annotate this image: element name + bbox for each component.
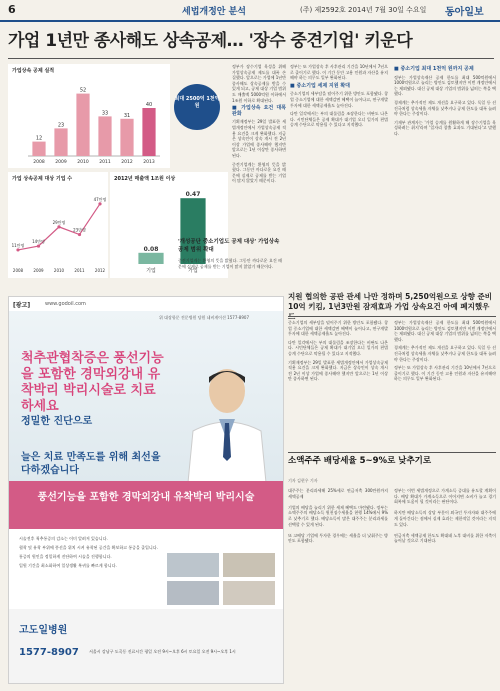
ad-headline: 척추관협착증은 풍선기능을 포함한 경막외강내 유착박리 박리시술로 치료하세요 — [21, 351, 164, 414]
ad-photo — [167, 553, 219, 577]
tick-label: 가업 — [188, 268, 198, 274]
tick-label: 2009 — [55, 160, 67, 165]
ad-bullet: 시술전후 척추통증의 감소는 이미 알려져 있습니다. — [19, 536, 108, 541]
headline-divider — [8, 58, 494, 59]
paragraph: 중소기업의 세부담을 덜어주기 위한 방안도 포함됐다. 창업 중소기업에 대한 세액감면 혜택이 늘어나고, 연구개발 투자에 대한 세액공제율도 높아진다. — [290, 91, 388, 108]
tick-label: 2011 — [74, 268, 85, 273]
ad-label: [광고] — [13, 302, 31, 309]
data-point — [57, 225, 60, 228]
page-number: 6 — [8, 3, 16, 16]
subheading: ■ 가업상속 요건 대폭 완화 — [232, 105, 286, 117]
ad-bullet: 협착 및 유착 부위에 풍선을 위치 시켜 유착된 공간을 확보하고 통증을 줄입니다. — [19, 545, 158, 550]
newspaper-logo: 동아일보 — [445, 7, 484, 18]
data-label: 14만명 — [32, 239, 45, 245]
bar — [54, 128, 67, 156]
paragraph: 기획재정부는 29일 발표한 세법개정안에서 가업상속공제 적용 요건을 크게 완화했다. 지금은 상속인이 상속 개시 전 2년 이상 가업에 종사해야 했지만 앞으로는 1년 이상만 종사하면 된다. — [288, 359, 388, 382]
paragraph: 정부는 또 가업상속 후 사후관리 기간을 10년에서 7년으로 줄이기로 했다. 이 기간 동안 고용 인원과 자산을 유지해야 하는 의무도 일부 완화된다. — [394, 365, 496, 382]
data-label: 40 — [145, 102, 153, 108]
hospital-address: 서울시 강남구 도곡동 진료시간 평일 오전 9시~오후 6시 토요일 오전 9시~오후 1시 — [89, 649, 236, 654]
doctor-photo — [179, 361, 275, 493]
tick-label: 2010 — [77, 160, 89, 165]
bar — [138, 253, 163, 264]
ad-url: www.godoil.com — [45, 301, 86, 307]
ad-bullets — [19, 535, 159, 571]
tick-label: 2008 — [33, 160, 45, 165]
chart-svg — [8, 64, 170, 168]
paragraph: 중소기업의 세부담을 덜어주기 위한 방안도 포함됐다. 창업 중소기업에 대한 세액감면 혜택이 늘어나고, 연구개발 투자에 대한 세액공제율도 높아진다. — [288, 320, 388, 337]
paragraph: 정부는 또 가업상속 후 사후관리 기간을 10년에서 7년으로 줄이기로 했다. 이 기간 동안 고용 인원과 자산을 유지해야 하는 의무도 일부 완화된다. — [290, 64, 388, 81]
data-label: 11만명 — [11, 242, 25, 248]
article-column-7 — [394, 488, 496, 684]
main-headline: 가업 1년만 종사해도 상속공제… '장수 중견기업' 키운다 — [8, 31, 413, 51]
data-point — [98, 202, 101, 205]
ad-footer — [9, 609, 283, 683]
paragraph: 대주주는 분리과세해 25%세로 연금저축 300만원까지 세액공제 기업의 배당을 늘리기 위한 세제 혜택도 마련됐다. 정부는 소액주주의 배당소득 원천징수세율을 현행 14%에서 9%로 낮추기로 했다. 배당소득이 많은 대주주는 분리과세를 선택할 수 있게 된다. 또 고배당 기업에 투자한 경우에는 세율을 더 낮춰주는 방안도 포함됐다. — [288, 488, 388, 544]
bar — [98, 116, 111, 156]
tick-label: 2010 — [53, 268, 65, 273]
data-point — [16, 248, 19, 251]
data-point — [78, 233, 81, 236]
highlight-badge: 최대 2500억 1천억원 — [174, 84, 220, 130]
ad-subheadline: 정밀한 진단으로 — [21, 416, 93, 427]
bar — [180, 198, 205, 264]
paragraph: 경제계는 추가적인 제도 개선을 요구하고 있다. 독일 등 선진국처럼 상속세율 자체를 낮추거나 공제 한도를 대폭 늘려야 한다는 주장이다. — [394, 99, 496, 117]
tick-label: 2008 — [12, 268, 24, 273]
paragraph: 기재부 관계자는 '가업 승계를 원활하게 해 장수기업을 육성하려는 취지'라며 '일자리 창출 효과도 기대된다'고 말했다. — [394, 119, 496, 136]
bar — [142, 108, 155, 156]
article-column-5 — [394, 320, 496, 448]
side-headline: 지원 협의한 공판 관세 나만 정하며 5,250억원으로 상향 준비 10억 키킴, 1년3만원 잠재효과 가업 상속요건 아예 폐지했우 — [288, 292, 493, 311]
data-label: 47만명 — [93, 196, 107, 202]
tick-label: 2013 — [143, 160, 155, 165]
paragraph: 경제계는 추가적인 제도 개선을 요구하고 있다. 독일 등 선진국처럼 상속세율 자체를 낮추거나 공제 한도를 대폭 늘려야 한다는 주장이다. — [394, 345, 496, 362]
chart-title: 가업 상속공제 대상 기업 수 — [12, 176, 73, 182]
article-column-1 — [232, 64, 286, 236]
tick-label: 2009 — [33, 268, 44, 273]
paragraph: 중견기업계는 환영의 뜻을 밝혔다. 그동안 까다로운 요건 때문에 실제로 공제를 받는 기업이 많지 않았기 때문이다. — [178, 258, 282, 269]
chart-company-count — [8, 172, 108, 278]
page-header — [0, 0, 500, 22]
article-column-2 — [290, 64, 388, 286]
bar — [32, 142, 45, 156]
article-headline: 소액주주 배당세율 5~9%로 낮추기로 — [288, 456, 432, 466]
data-label: 23 — [57, 122, 65, 129]
data-label: 23만명 — [73, 227, 86, 233]
chart-svg — [8, 172, 108, 278]
paragraph: 중견기업계는 환영의 뜻을 밝혔다. 그동안 까다로운 요건 때문에 실제로 공제를 받는 기업이 많지 않았기 때문이다. — [232, 161, 286, 184]
tick-label: 2012 — [121, 160, 133, 165]
tick-label: 2012 — [94, 268, 106, 273]
article-column-6 — [288, 488, 388, 684]
hospital-phone: 1577-8907 — [19, 647, 79, 658]
paragraph: 정부는 이번 세법개정으로 가계소득 증대를 유도할 계획이다. 배당 확대가 가계소득으로 이어지면 소비가 늘고 경기 회복에 도움이 될 것이라는 판단이다. 하지만 배당소득의 상당 부분이 외국인 투자자와 대주주에게 돌아간다는 점에서 실제 효과는 제한적일 것이라는 지적도 있다. 연금저축 세액공제 한도도 확대돼 노후 대비를 위한 저축이 늘어날 것으로 기대된다. — [394, 488, 496, 544]
ad-hero — [9, 311, 283, 481]
issue-date: (주) 제2592호 2014년 7월 30일 수요일 — [300, 6, 427, 14]
article-column-3 — [394, 64, 496, 286]
ad-photo — [167, 581, 219, 605]
sub-headline: '개성공단 중소기업도 공제 대상' 가업상속 공제 범위 확대 — [178, 239, 280, 253]
paragraph: 정부는 가업상속재산 공제 한도를 최대 500억원에서 1000억원으로 늘리는 방안도 검토했지만 이번 개정안에서는 제외됐다. 대신 공제 대상 기업의 범위를 넓히는 쪽을 택했다. — [394, 74, 496, 97]
chart-title: 2012년 매출액 1조원 이상 — [114, 176, 176, 182]
ad-bullet: 입원 기간을 최소화하여 일상생활 복귀를 빠르게 합니다. — [19, 563, 117, 568]
data-label: 52 — [79, 87, 87, 94]
data-label: 33 — [101, 110, 109, 117]
ad-photo — [223, 581, 275, 605]
divider — [288, 452, 496, 453]
data-label: 0.47 — [185, 191, 201, 199]
subheading: ■ 중소기업 세제 지원 확대 — [290, 82, 350, 89]
chart-title: 가업상속 공제 실적 — [12, 68, 55, 74]
bar — [76, 94, 89, 156]
section-title: 세법개정안 분석 — [182, 7, 246, 17]
ad-photo — [223, 553, 275, 577]
ad-subheadline-2: 늘은 치료 만족도를 위해 최선을 다하겠습니다 — [21, 452, 161, 476]
chart-inheritance-deduction — [8, 64, 170, 168]
paragraph: 다만 일각에서는 부의 대물림을 조장한다는 비판도 나온다. 시민단체들은 공제 확대가 대기업 오너 일가의 편법 승계 수단으로 악용될 수 있다고 지적했다. — [288, 339, 388, 356]
hospital-name: 고도일병원 — [19, 625, 68, 636]
ad-bullet: 통증의 원인을 정밀하게 진단하여 시술을 진행합니다. — [19, 554, 112, 559]
ad-note: 위 대장항문 전문병원 당원 네비게이션 1577-8907 — [159, 315, 249, 320]
divider — [288, 316, 496, 317]
advertisement — [8, 296, 284, 684]
ad-photos — [167, 553, 277, 605]
article-column-1b — [178, 258, 282, 288]
paragraph: 기획재정부는 29일 발표한 세법개정안에서 가업상속공제 적용 요건을 크게 완화했다. 지금은 상속인이 상속 개시 전 2년 이상 가업에 종사해야 했지만 앞으로는 1년 이상만 종사하면 된다. — [232, 119, 286, 158]
data-point — [37, 244, 40, 247]
article-column-4 — [288, 320, 388, 448]
paragraph: 다만 일각에서는 부의 대물림을 조장한다는 비판도 나온다. 시민단체들은 공제 확대가 대기업 오너 일가의 편법 승계 수단으로 악용될 수 있다고 지적했다. — [290, 111, 388, 128]
paragraph: 정부가 장수기업 육성을 위해 가업상속공제 제도를 대폭 손질했다. 앞으로는 가업에 1년만 종사해도 상속공제를 받을 수 있게 되고, 공제 대상 기업 범위도 매출액 5000억원 이하에서 1조원 이하로 확대된다. — [232, 64, 286, 103]
tick-label: 기업 — [146, 268, 156, 274]
data-label: 31 — [123, 112, 131, 119]
subheading: ■ 중소기업 최대 1천억 원까지 공제 — [394, 66, 474, 72]
bar — [120, 119, 133, 156]
ad-banner: 풍선기능을 포함한 경막외강내 유착박리 박리시술 — [9, 481, 283, 529]
data-label: 29만명 — [52, 219, 66, 225]
tick-label: 2011 — [99, 160, 111, 165]
data-label: 0.08 — [143, 245, 159, 253]
paragraph: 정부는 가업상속재산 공제 한도를 최대 500억원에서 1000억원으로 늘리는 방안도 검토했지만 이번 개정안에서는 제외됐다. 대신 공제 대상 기업의 범위를 넓히는 쪽을 택했다. — [394, 320, 496, 342]
byline: 기자 김현우 기자 — [288, 478, 318, 483]
data-label: 12 — [35, 135, 43, 142]
